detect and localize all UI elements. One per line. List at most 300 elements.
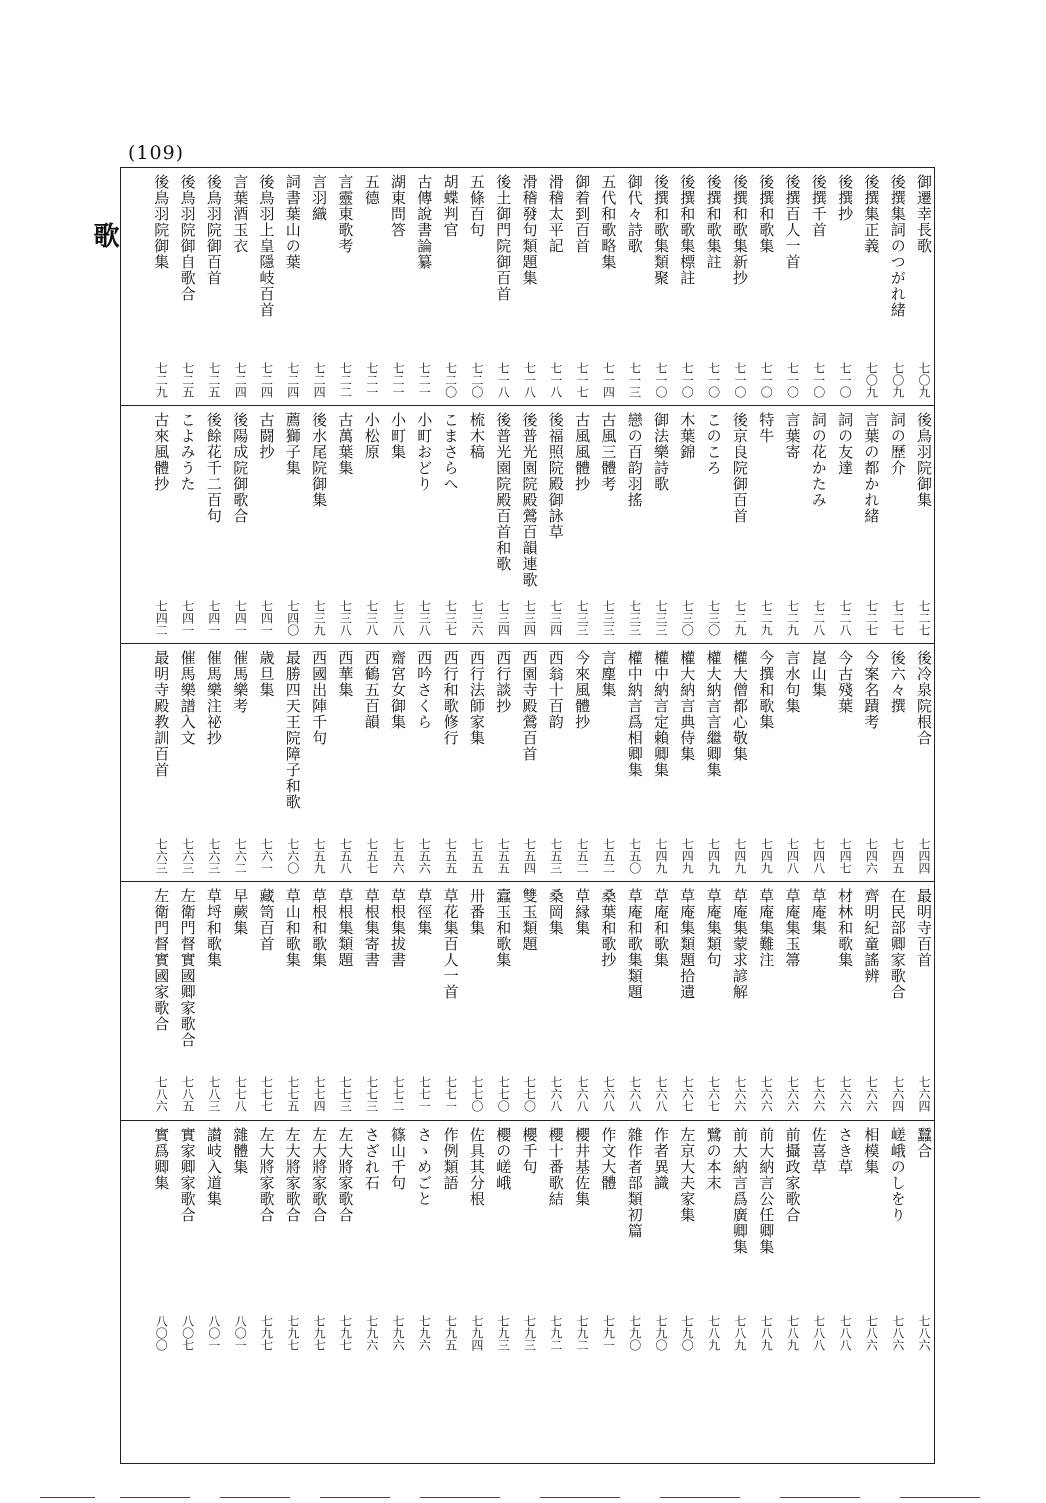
index-entry — [175, 168, 201, 404]
index-entry — [332, 1121, 358, 1357]
index-entry — [806, 406, 832, 642]
entry-page-number: 八〇〇 — [154, 1315, 169, 1351]
entry-title: 草縁集 — [573, 888, 592, 936]
index-entry — [385, 644, 411, 880]
entry-page-number: 七五五 — [496, 838, 511, 874]
entry-title: 西園寺殿鶯百首 — [520, 650, 539, 762]
index-entry — [701, 644, 727, 880]
entry-page-number: 七一〇 — [732, 362, 747, 398]
index-entry — [885, 1121, 911, 1357]
index-entry — [753, 1121, 779, 1357]
entry-page-number: 七六二 — [233, 838, 248, 874]
entry-page-number: 七三六 — [469, 600, 484, 636]
index-entry — [411, 644, 437, 880]
entry-title: 篠山千句 — [389, 1127, 407, 1191]
entry-page-number: 七四九 — [732, 838, 747, 874]
entry-title: 佐喜草 — [809, 1127, 828, 1175]
index-entry — [411, 168, 437, 404]
entry-title: 櫻井基佐集 — [573, 1127, 592, 1207]
entry-page-number: 七六三 — [206, 838, 221, 874]
index-entry — [359, 882, 385, 1118]
entry-title: 西翁十百韵 — [546, 650, 565, 730]
entry-page-number: 七八九 — [785, 1315, 800, 1351]
index-band — [121, 1121, 934, 1357]
entry-page-number: 七九二 — [548, 1315, 563, 1351]
entry-title: 小松原 — [362, 412, 381, 460]
entry-title: 今撰和歌集 — [757, 650, 776, 730]
entry-title: 左大將家歌合 — [310, 1127, 329, 1223]
entry-page-number: 七六八 — [575, 1076, 590, 1112]
entry-page-number: 七一三 — [627, 362, 642, 398]
index-entry — [411, 1121, 437, 1357]
entry-title: 最明寺百首 — [915, 888, 933, 968]
entry-title: 小町おどり — [415, 412, 434, 492]
index-entry — [832, 882, 858, 1118]
index-entry — [254, 644, 280, 880]
entry-title: 藏笥百首 — [257, 888, 276, 952]
index-entry — [674, 644, 700, 880]
entry-page-number: 七六六 — [785, 1076, 800, 1112]
index-entry — [727, 882, 753, 1118]
entry-page-number: 七六八 — [548, 1076, 563, 1112]
entry-title: 後撰集正義 — [862, 174, 881, 254]
index-entry — [385, 406, 411, 642]
index-entry — [885, 882, 911, 1118]
entry-title: 權中納言定賴卿集 — [652, 650, 670, 778]
entry-page-number: 七四二 — [154, 600, 169, 636]
entry-page-number: 七三四 — [548, 600, 563, 636]
entry-title: 左大將家歌合 — [257, 1127, 276, 1223]
index-entry — [148, 882, 174, 1118]
entry-page-number: 七六八 — [601, 1076, 616, 1112]
entry-title: 雜作者部類初篇 — [625, 1127, 644, 1239]
entry-title: 戀の百韵羽搖 — [625, 412, 644, 508]
index-entry — [543, 406, 569, 642]
entry-page-number: 七四九 — [654, 838, 668, 874]
entry-title: 御遷幸長歌 — [915, 174, 933, 254]
entry-page-number: 七一七 — [575, 362, 590, 398]
entry-title: 權大納言言繼卿集 — [704, 650, 723, 778]
section-label: 歌 — [89, 222, 119, 248]
index-entry — [280, 1121, 306, 1357]
index-entry — [569, 1121, 595, 1357]
index-entry — [753, 882, 779, 1118]
entry-page-number: 七八八 — [811, 1315, 826, 1351]
index-entry — [517, 1121, 543, 1357]
entry-page-number: 七三三 — [575, 600, 590, 636]
entry-page-number: 七六六 — [732, 1076, 747, 1112]
index-entry — [648, 1121, 674, 1357]
entry-title: 草根和歌集 — [310, 888, 329, 968]
entry-title: 西國出陣千句 — [310, 650, 329, 746]
index-entry — [622, 882, 648, 1118]
entry-title: 西行談抄 — [494, 650, 513, 714]
index-entry — [359, 1121, 385, 1357]
entry-title: 今古殘葉 — [836, 650, 855, 714]
entry-page-number: 七一八 — [548, 362, 563, 398]
entry-page-number: 七三四 — [496, 600, 511, 636]
index-entry — [622, 406, 648, 642]
entry-page-number: 七三〇 — [706, 600, 721, 636]
entry-title: 詞の歷介 — [888, 412, 907, 476]
entry-page-number: 七六〇 — [285, 838, 300, 874]
entry-page-number: 七一八 — [522, 362, 537, 398]
entry-page-number: 七九七 — [259, 1315, 274, 1351]
index-entry — [780, 168, 806, 404]
index-entry — [385, 1121, 411, 1357]
entry-page-number: 七七三 — [338, 1076, 353, 1112]
entry-page-number: 七一〇 — [785, 362, 800, 398]
entry-title: 滑稽發句類題集 — [520, 174, 539, 286]
index-entry — [280, 168, 306, 404]
entry-title: 讃岐入道集 — [204, 1127, 223, 1207]
entry-page-number: 七九五 — [443, 1315, 458, 1351]
entry-title: 言靈東歌考 — [336, 174, 355, 254]
entry-title: 歳旦集 — [257, 650, 276, 698]
entry-page-number: 七一〇 — [654, 362, 668, 398]
index-entry — [148, 168, 174, 404]
entry-title: 草庵集蒙求諺解 — [730, 888, 749, 1000]
footer-rule — [900, 1497, 980, 1498]
index-entry — [201, 644, 227, 880]
entry-title: 草根集拔書 — [389, 888, 407, 968]
entry-page-number: 七五九 — [312, 838, 327, 874]
entry-title: 草根集類題 — [336, 888, 355, 968]
entry-page-number: 七六七 — [680, 1076, 695, 1112]
entry-page-number: 七六四 — [890, 1076, 905, 1112]
index-entry — [727, 168, 753, 404]
entry-page-number: 七三三 — [627, 600, 642, 636]
index-entry — [806, 1121, 832, 1357]
entry-title: 後鳥羽院御百首 — [204, 174, 223, 286]
entry-page-number: 七六一 — [259, 838, 274, 874]
index-entry — [332, 644, 358, 880]
index-entry — [595, 1121, 621, 1357]
index-entry — [885, 406, 911, 642]
entry-page-number: 七三八 — [417, 600, 432, 636]
entry-title: 御着到百首 — [573, 174, 592, 254]
entry-title: 五條百句 — [467, 174, 486, 238]
entry-page-number: 七八三 — [206, 1076, 221, 1112]
entry-page-number: 七二二 — [338, 362, 353, 398]
entry-title: 催馬樂注祕抄 — [204, 650, 223, 746]
entry-title: 嵯峨のしをり — [888, 1127, 907, 1223]
entry-page-number: 七六六 — [811, 1076, 826, 1112]
entry-page-number: 七八八 — [838, 1315, 853, 1351]
index-entry — [464, 644, 490, 880]
entry-title: 言水句集 — [783, 650, 802, 714]
entry-title: 後冷泉院根合 — [915, 650, 933, 746]
index-entry — [464, 406, 490, 642]
index-entry — [911, 168, 937, 404]
index-entry — [858, 1121, 884, 1357]
entry-page-number: 七八六 — [917, 1315, 931, 1351]
entry-title: 古風風體抄 — [573, 412, 592, 492]
entry-page-number: 七五二 — [601, 838, 616, 874]
index-entry — [490, 1121, 516, 1357]
entry-page-number: 七二〇 — [443, 362, 458, 398]
index-entry — [648, 406, 674, 642]
entry-title: 雜體集 — [231, 1127, 250, 1175]
index-entry — [701, 168, 727, 404]
entry-title: 前大納言爲廣卿集 — [730, 1127, 749, 1255]
index-entry — [911, 882, 937, 1118]
index-entry — [254, 882, 280, 1118]
index-entry — [175, 644, 201, 880]
entry-page-number: 七二八 — [811, 600, 826, 636]
index-entry — [569, 644, 595, 880]
index-table — [120, 167, 935, 1464]
index-entry — [648, 168, 674, 404]
entry-page-number: 七九七 — [338, 1315, 353, 1351]
entry-page-number: 七八五 — [180, 1076, 195, 1112]
index-entry — [727, 644, 753, 880]
entry-title: 後鳥羽院御集 — [915, 412, 933, 508]
entry-title: 左京大夫家集 — [678, 1127, 697, 1223]
entry-title: 湖東問答 — [389, 174, 407, 238]
entry-page-number: 七一〇 — [759, 362, 774, 398]
entry-page-number: 七八六 — [154, 1076, 169, 1112]
entry-title: 左大將家歌合 — [283, 1127, 302, 1223]
index-entry — [490, 168, 516, 404]
index-entry — [464, 882, 490, 1118]
entry-title: さき草 — [836, 1127, 855, 1175]
index-entry — [701, 406, 727, 642]
entry-title: 五代和歌略集 — [599, 174, 618, 270]
entry-page-number: 七二七 — [864, 600, 879, 636]
entry-page-number: 七四四 — [917, 838, 931, 874]
entry-page-number: 七〇九 — [864, 362, 879, 398]
entry-page-number: 七七〇 — [522, 1076, 537, 1112]
entry-title: 西行和歌修行 — [441, 650, 460, 746]
footer-rule — [40, 1497, 95, 1498]
index-entry — [490, 406, 516, 642]
index-entry — [385, 882, 411, 1118]
entry-page-number: 七六八 — [654, 1076, 668, 1112]
entry-title: 草埒和歌集 — [204, 888, 223, 968]
index-band — [121, 882, 934, 1118]
entry-title: さゝめごと — [415, 1127, 434, 1207]
entry-page-number: 七六七 — [706, 1076, 721, 1112]
entry-page-number: 七四〇 — [285, 600, 300, 636]
index-entry — [832, 406, 858, 642]
index-entry — [832, 644, 858, 880]
index-entry — [595, 406, 621, 642]
index-entry — [227, 168, 253, 404]
entry-title: 滑稽太平記 — [546, 174, 565, 254]
entry-title: 草庵集難注 — [757, 888, 776, 968]
entry-title: 御代々詩歌 — [625, 174, 644, 254]
entry-page-number: 七七一 — [443, 1076, 458, 1112]
entry-title: 古闘抄 — [257, 412, 276, 460]
entry-page-number: 七二四 — [233, 362, 248, 398]
entry-title: 草庵和歌集類題 — [625, 888, 644, 1000]
entry-title: 特牛 — [757, 412, 776, 444]
index-entry — [201, 168, 227, 404]
entry-page-number: 七七七 — [259, 1076, 274, 1112]
index-entry — [674, 882, 700, 1118]
entry-page-number: 七五三 — [548, 838, 563, 874]
index-entry — [569, 168, 595, 404]
index-entry — [543, 644, 569, 880]
entry-page-number: 七四五 — [890, 838, 905, 874]
page-number: (109) — [128, 142, 185, 164]
entry-page-number: 八〇一 — [233, 1315, 248, 1351]
index-entry — [780, 406, 806, 642]
entry-page-number: 七九二 — [575, 1315, 590, 1351]
entry-page-number: 七一〇 — [811, 362, 826, 398]
entry-page-number: 七四一 — [233, 600, 248, 636]
index-entry — [148, 644, 174, 880]
entry-page-number: 七四六 — [864, 838, 879, 874]
entry-page-number: 八〇一 — [206, 1315, 221, 1351]
index-entry — [727, 406, 753, 642]
entry-title: 材林和歌集 — [836, 888, 855, 968]
entry-title: 草根集寄書 — [362, 888, 381, 968]
index-entry — [306, 644, 332, 880]
entry-title: 蠧玉和歌集 — [494, 888, 513, 968]
entry-title: 作文大體 — [599, 1127, 618, 1191]
index-entry — [701, 1121, 727, 1357]
index-entry — [569, 406, 595, 642]
entry-title: 草庵和歌集 — [652, 888, 670, 968]
entry-page-number: 七〇九 — [890, 362, 905, 398]
index-entry — [674, 1121, 700, 1357]
index-entry — [438, 644, 464, 880]
index-entry — [359, 406, 385, 642]
index-entry — [780, 1121, 806, 1357]
index-entry — [832, 1121, 858, 1357]
index-entry — [753, 644, 779, 880]
entry-title: 前攝政家歌合 — [783, 1127, 802, 1223]
index-entry — [175, 882, 201, 1118]
entry-page-number: 七五七 — [364, 838, 379, 874]
entry-page-number: 七七二 — [391, 1076, 405, 1112]
index-entry — [280, 882, 306, 1118]
index-entry — [306, 882, 332, 1118]
entry-title: 言羽織 — [310, 174, 329, 222]
entry-title: 古風三體考 — [599, 412, 618, 492]
entry-page-number: 七二一 — [364, 362, 379, 398]
index-entry — [543, 882, 569, 1118]
entry-title: 古萬葉集 — [336, 412, 355, 476]
entry-page-number: 七二〇 — [469, 362, 484, 398]
index-entry — [543, 168, 569, 404]
entry-page-number: 七七四 — [312, 1076, 327, 1112]
entry-page-number: 七一〇 — [680, 362, 695, 398]
entry-page-number: 七五六 — [417, 838, 432, 874]
index-entry — [385, 168, 411, 404]
entry-title: 詞の花かたみ — [809, 412, 828, 508]
entry-title: 今來風體抄 — [573, 650, 592, 730]
entry-title: 櫻十番歌結 — [546, 1127, 565, 1207]
entry-page-number: 七二一 — [417, 362, 432, 398]
entry-title: 言塵集 — [599, 650, 618, 698]
index-entry — [595, 882, 621, 1118]
entry-title: 西鶴五百韻 — [362, 650, 381, 730]
entry-title: 最明寺殿教訓百首 — [152, 650, 171, 778]
entry-title: このころ — [704, 412, 723, 476]
entry-page-number: 七九三 — [522, 1315, 537, 1351]
index-entry — [806, 168, 832, 404]
index-entry — [753, 168, 779, 404]
entry-page-number: 七三八 — [391, 600, 405, 636]
entry-title: 西行法師家集 — [467, 650, 486, 746]
index-entry — [438, 168, 464, 404]
index-entry — [595, 644, 621, 880]
entry-page-number: 七四一 — [206, 600, 221, 636]
entry-title: 早蕨集 — [231, 888, 250, 936]
index-entry — [254, 168, 280, 404]
entry-title: 後六々撰 — [888, 650, 907, 714]
entry-page-number: 七九六 — [391, 1315, 405, 1351]
entry-title: 後鳥羽院御自歌合 — [178, 174, 197, 302]
index-entry — [227, 406, 253, 642]
entry-page-number: 七三三 — [601, 600, 616, 636]
entry-page-number: 七四九 — [680, 838, 695, 874]
footer-rule — [540, 1497, 620, 1498]
entry-title: 後撰千首 — [809, 174, 828, 238]
index-entry — [806, 882, 832, 1118]
index-entry — [148, 406, 174, 642]
entry-page-number: 七二一 — [391, 362, 405, 398]
entry-page-number: 七二四 — [312, 362, 327, 398]
entry-page-number: 七四一 — [180, 600, 195, 636]
index-entry — [464, 168, 490, 404]
entry-title: こまさらへ — [441, 412, 460, 492]
index-entry — [885, 644, 911, 880]
entry-title: 桑岡集 — [546, 888, 565, 936]
entry-title: 草庵集類題拾遺 — [678, 888, 697, 1000]
entry-title: 後福照院殿御詠草 — [546, 412, 565, 540]
entry-page-number: 七五六 — [391, 838, 405, 874]
entry-title: 後撰抄 — [836, 174, 855, 222]
entry-title: 桑葉和歌抄 — [599, 888, 618, 968]
index-entry — [438, 882, 464, 1118]
entry-page-number: 七四八 — [811, 838, 826, 874]
entry-title: 相模集 — [862, 1127, 881, 1175]
entry-title: 詞書葉山の葉 — [283, 174, 302, 270]
entry-page-number: 七四八 — [785, 838, 800, 874]
index-entry — [438, 1121, 464, 1357]
index-entry — [858, 882, 884, 1118]
entry-title: 後土御門院御百首 — [494, 174, 513, 302]
index-entry — [227, 1121, 253, 1357]
entry-title: 詞の友達 — [836, 412, 855, 476]
index-entry — [517, 644, 543, 880]
entry-title: 後陽成院御歌合 — [231, 412, 250, 524]
entry-page-number: 七二七 — [917, 600, 931, 636]
entry-title: 後水尾院御集 — [310, 412, 329, 508]
entry-page-number: 七七〇 — [496, 1076, 511, 1112]
entry-title: 佐具其分根 — [467, 1127, 486, 1207]
entry-title: 草山和歌集 — [283, 888, 302, 968]
entry-page-number: 七四一 — [259, 600, 274, 636]
index-entry — [306, 1121, 332, 1357]
entry-page-number: 七二九 — [732, 600, 747, 636]
entry-title: 左衛門督實國家歌合 — [152, 888, 171, 1032]
index-entry — [332, 406, 358, 642]
index-entry — [517, 882, 543, 1118]
entry-page-number: 七四九 — [706, 838, 721, 874]
entry-title: 權大僧都心敬集 — [730, 650, 749, 762]
entry-page-number: 七二七 — [890, 600, 905, 636]
entry-title: 草庵集玉箒 — [783, 888, 802, 968]
index-entry — [858, 406, 884, 642]
index-entry — [622, 168, 648, 404]
index-entry — [885, 168, 911, 404]
index-entry — [280, 644, 306, 880]
